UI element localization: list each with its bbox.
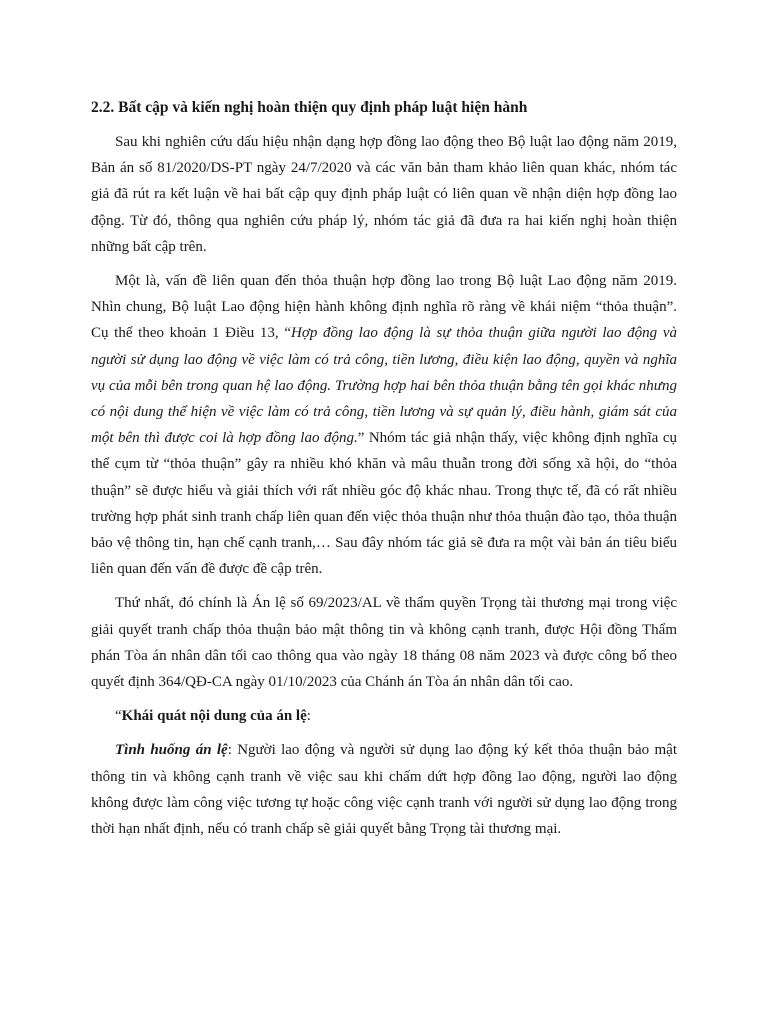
paragraph-precedent-situation — [91, 737, 677, 842]
paragraph-precedent-summary-heading — [91, 703, 677, 729]
section-heading: 2.2. Bất cập và kiến nghị hoàn thiện quy định pháp luật hiện hành — [91, 99, 528, 116]
document-body — [91, 95, 677, 850]
paragraph-intro — [91, 129, 677, 260]
first-issue-text-rest: ” Nhóm tác giả nhận thấy, việc không định nghĩa cụ thể cụm từ “thỏa thuận” gây ra nhiều khó khăn và mâu thuẫn trong đời sống xã hội, do “thỏa thuận” sẽ được hiểu và giải thích với rất nhiều góc độ khác nhau. Trong thực tế, đã có rất nhiều trường hợp phát sinh tranh chấp liên quan đến việc thỏa thuận như thỏa thuận đào tạo, thỏa thuận bảo vệ thông tin, hạn chế cạnh tranh,… Sau đây nhóm tác giả sẽ đưa ra một vài bản án tiêu biểu liên quan đến vấn đề được đề cập trên. — [91, 430, 677, 578]
first-issue-text-lead: Một là, vấn đề liên quan đến thỏa thuận hợp đồng lao trong Bộ luật Lao động năm 2019. Nhìn chung, Bộ luật Lao động hiện hành không định nghĩa rõ ràng về khái niệm “thỏa thuận”. Cụ thể theo khoản 1 Điều 13, “ — [91, 273, 677, 342]
summary-open-quote: “ — [115, 708, 122, 725]
paragraph-intro-text: Sau khi nghiên cứu dấu hiệu nhận dạng hợp đồng lao động theo Bộ luật lao động năm 2019, Bản án số 81/2020/DS-PT ngày 24/7/2020 và các văn bản tham khảo liên quan khác, nhóm tác giả đã rút ra kết luận về hai bất cập quy định pháp luật có liên quan về nhận diện hợp đồng lao động. Từ đó, thông qua nghiên cứu pháp lý, nhóm tác giả đã đưa ra hai kiến nghị hoàn thiện những bất cập trên. — [91, 134, 677, 255]
summary-heading-colon: : — [306, 708, 311, 725]
paragraph-first-issue — [91, 268, 677, 582]
labor-code-quote: Hợp đồng lao động là sự thỏa thuận giữa người lao động và người sử dụng lao động về việc làm có trả công, tiền lương, điều kiện lao động, quyền và nghĩa vụ của mỗi bên trong quan hệ lao động. Trường hợp hai bên thỏa thuận bằng tên gọi khác nhưng có nội dung thể hiện về việc làm có trả công, tiền lương và sự quản lý, điều hành, giám sát của một bên thì được coi là hợp đồng lao động. — [91, 325, 677, 447]
situation-label: Tình huống án lệ — [115, 742, 228, 759]
precedent-text: Thứ nhất, đó chính là Án lệ số 69/2023/AL về thẩm quyền Trọng tài thương mại trong việc giải quyết tranh chấp thỏa thuận bảo mật thông tin và không cạnh tranh, được Hội đồng Thẩm phán Tòa án nhân dân tối cao thông qua vào ngày 18 tháng 08 năm 2023 và được công bố theo quyết định 364/QĐ-CA ngày 01/10/2023 của Chánh án Tòa án nhân dân tối cao. — [91, 595, 677, 691]
summary-heading-text: Khái quát nội dung của án lệ — [121, 708, 307, 725]
situation-text: : Người lao động và người sử dụng lao động ký kết thỏa thuận bảo mật thông tin và không cạnh tranh về việc sau khi chấm dứt hợp đồng lao động, người lao động không được làm công việc tương tự hoặc công việc cạnh tranh với người sử dụng lao động trong thời hạn nhất định, nếu có tranh chấp sẽ giải quyết bằng Trọng tài thương mại. — [91, 742, 677, 838]
paragraph-precedent — [91, 590, 677, 695]
